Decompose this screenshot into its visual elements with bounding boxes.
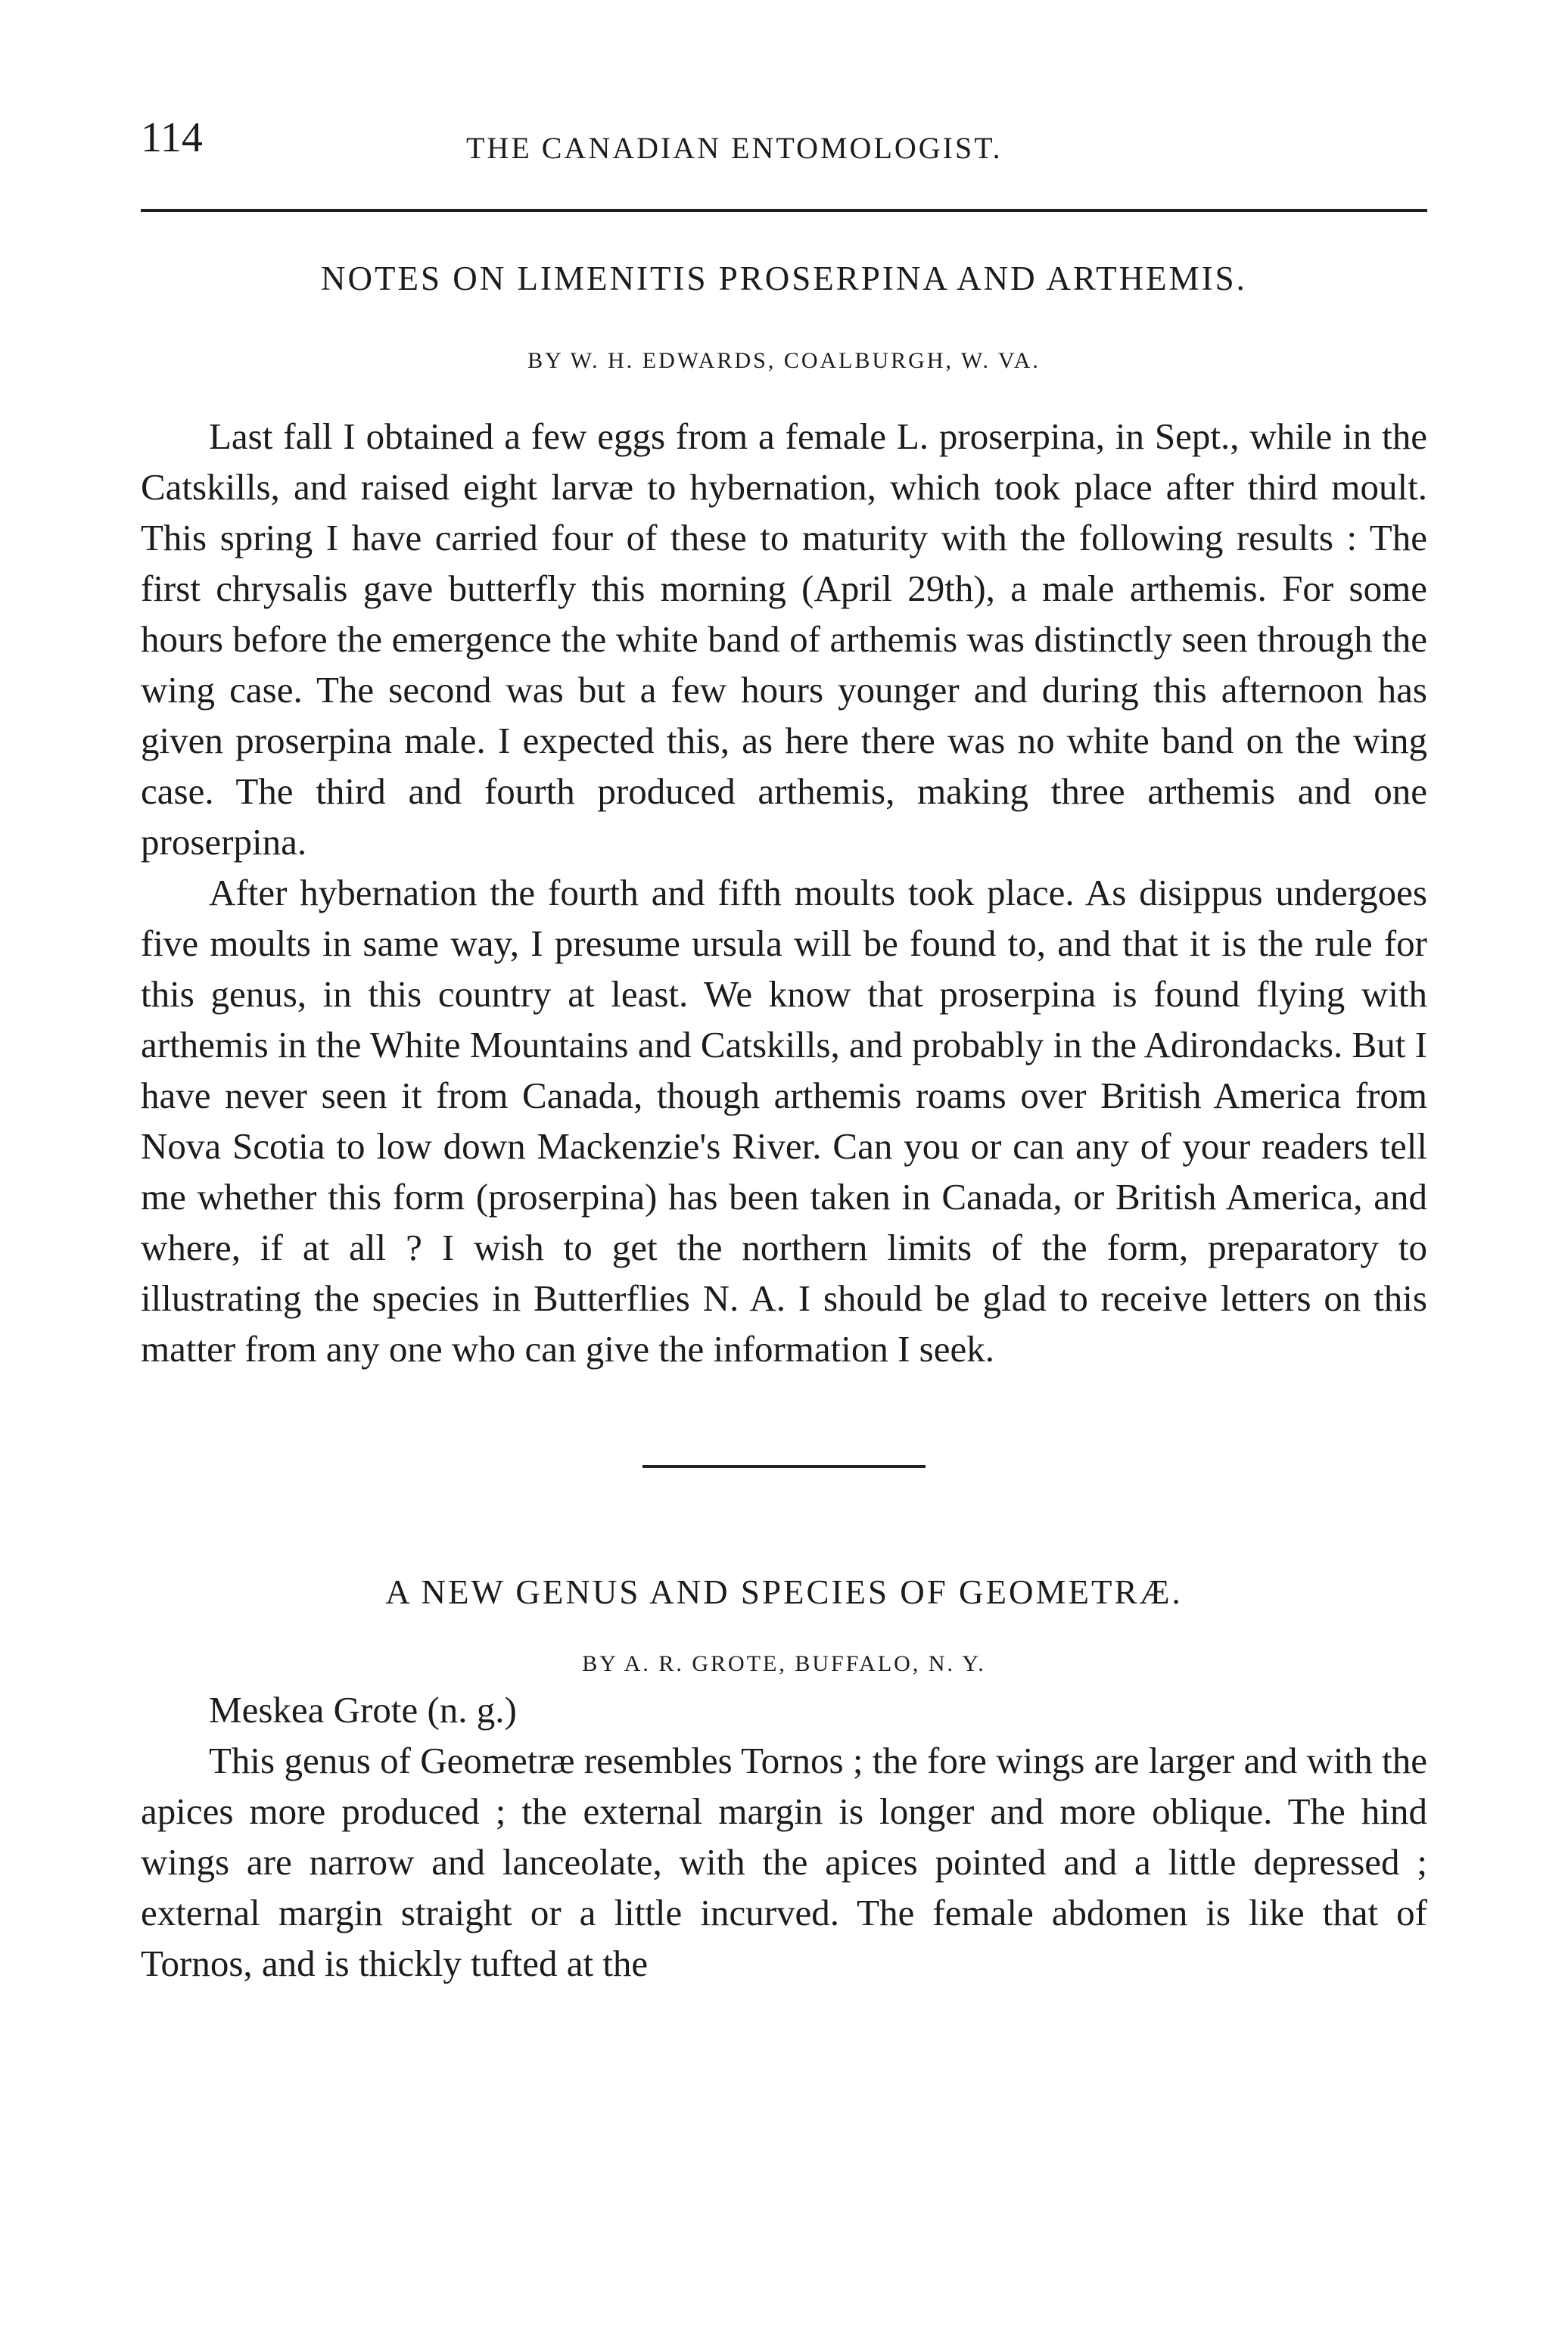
header-rule xyxy=(141,209,1427,212)
page xyxy=(141,114,1427,1984)
article-title: NOTES ON LIMENITIS PROSERPINA AND ARTHEMIS. xyxy=(321,260,1247,297)
paragraph: This genus of Geometræ resembles Tornos ; the fore wings are larger and with the apices more produced ; the external margin is longer and more oblique. The hind wings are narrow and lanceolate, with the apices pointed and a little depressed ; external margin straight or a little incurved. The female abdomen is like that of Tornos, and is thickly tufted at the xyxy=(141,1740,1427,1984)
article-body xyxy=(141,411,1427,1989)
paragraph: After hybernation the fourth and fifth moults took place. As disippus undergoes five moults in same way, I presume ursula will be found to, and that it is the rule for this genus, in this country at least. We know that proserpina is found flying with arthemis in the White Mountains and Catskills, and probably in the Adirondacks. But I have never seen it from Canada, though arthemis roams over British America from Nova Scotia to low down Mackenzie's River. Can you or can any of your readers tell me whether this form (proserpina) has been taken in Canada, or British America, and where, if at all ? I wish to get the northern limits of the form, preparatory to illustrating the species in Butterflies N. A. I should be glad to receive letters on this matter from any one who can give the information I seek. xyxy=(141,872,1427,1370)
genus-heading: Meskea Grote (n. g.) xyxy=(209,1689,517,1731)
journal-title: THE CANADIAN ENTOMOLOGIST. xyxy=(466,131,1003,165)
page-number: 114 xyxy=(141,114,203,161)
article-title: A NEW GENUS AND SPECIES OF GEOMETRÆ. xyxy=(385,1573,1183,1611)
article-byline: BY W. H. EDWARDS, COALBURGH, W. VA. xyxy=(527,348,1041,373)
paragraph: Last fall I obtained a few eggs from a female L. proserpina, in Sept., while in the Catskills, and raised eight larvæ to hybernation, which took place after third moult. This spring I have carried four of these to maturity with the following results : The first chrysalis gave butterfly this morning (April 29th), a male arthemis. For some hours before the emergence the white band of arthemis was distinctly seen through the wing case. The second was but a few hours younger and during this afternoon has given proserpina male. I expected this, as here there was no white band on the wing case. The third and fourth produced arthemis, making three arthemis and one proserpina. xyxy=(141,415,1427,863)
running-head xyxy=(141,114,1427,182)
article-byline: BY A. R. GROTE, BUFFALO, N. Y. xyxy=(582,1651,986,1676)
